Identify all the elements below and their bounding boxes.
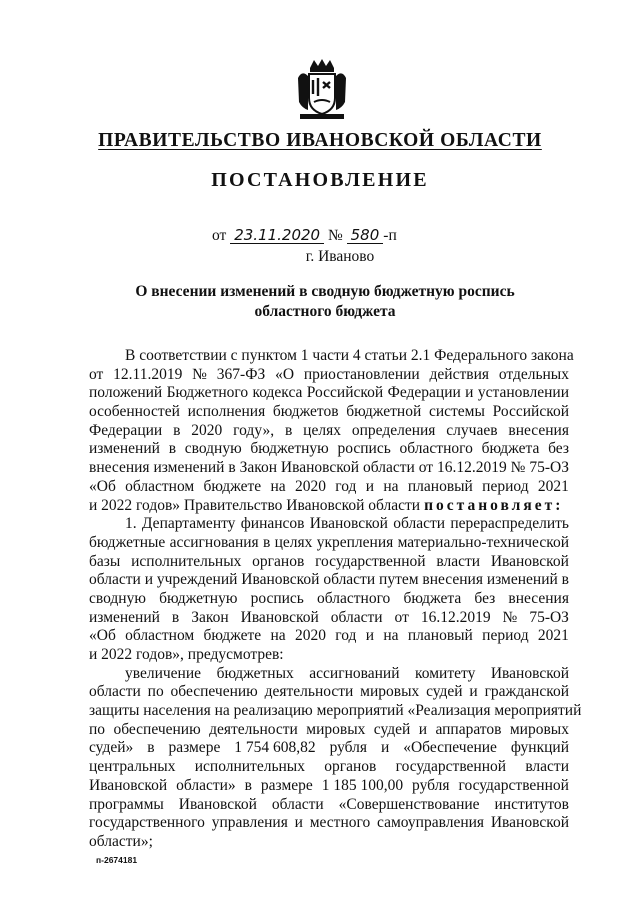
word: размере [260, 776, 313, 794]
word: мировых [306, 720, 366, 738]
word: внесения [508, 421, 569, 439]
text-line [89, 702, 582, 721]
word: исполнительных [194, 758, 305, 776]
word: и [418, 720, 428, 738]
word: 367-ФЗ [216, 365, 266, 383]
word: без [474, 589, 496, 607]
word: бюджетную [159, 589, 238, 607]
word: бюджете [203, 477, 262, 495]
text-line [89, 609, 569, 628]
text-line [89, 422, 569, 441]
word: области» [176, 776, 236, 794]
word: областном [125, 627, 195, 645]
text-line [89, 721, 569, 740]
word: мировых [509, 720, 569, 738]
word: областном [125, 477, 195, 495]
word: Ивановской [490, 664, 569, 682]
text-line [89, 627, 569, 646]
word: на [270, 477, 286, 495]
number-prefix: № [327, 227, 343, 244]
word: «Об [89, 627, 116, 645]
word: исполнительных [131, 552, 242, 570]
word: роспись [250, 589, 304, 607]
text-segment: государственного управления и местного самоуправления Ивановской [89, 814, 569, 832]
text-line [89, 478, 569, 497]
word: в [284, 421, 293, 439]
word: Ивановской [490, 552, 569, 570]
word: областного [317, 589, 391, 607]
word: плановый [407, 627, 473, 645]
text-segment: положений Бюджетного кодекса Российской Федерации и установлении [89, 384, 569, 402]
word: год [335, 627, 357, 645]
text-line [89, 384, 569, 403]
word: государственной [315, 552, 426, 570]
word: № [502, 608, 518, 626]
text-line [89, 833, 569, 852]
word: функций [510, 739, 569, 757]
word: центральных [89, 758, 176, 776]
word: в [171, 608, 180, 626]
word: действия [429, 365, 489, 383]
word: «Совершенствование [338, 795, 480, 813]
text-segment: внесения изменений в Закон Ивановской области от 16.12.2019 № 75-ОЗ [89, 459, 569, 477]
word: случаев [446, 421, 498, 439]
subject-line: областного бюджета [254, 303, 396, 320]
text-line [89, 440, 569, 459]
text-segment: В соответствии с пунктом 1 части 4 статьи 2.1 Федерального закона [125, 347, 574, 364]
word: период [482, 627, 529, 645]
text-segment: защиты населения на реализацию мероприятий «Реализация мероприятий [89, 702, 582, 720]
date-number-line [212, 227, 397, 245]
word: определения [351, 421, 436, 439]
text-line [89, 553, 569, 572]
date-prefix: от [212, 227, 227, 244]
word: плановый [407, 477, 473, 495]
text-segment: области и учреждений Ивановской области путем внесения изменений в [89, 571, 569, 589]
text-segment: и 2022 годов» Правительство Ивановской области [89, 496, 421, 514]
word: целях [303, 421, 341, 439]
word: от [394, 608, 409, 626]
word: «Об [89, 477, 116, 495]
word: государственной [458, 776, 569, 794]
document-body [89, 347, 582, 852]
text-line [89, 515, 569, 534]
coat-of-arms-emblem [296, 58, 348, 122]
word: в [244, 776, 252, 794]
text-line [89, 777, 569, 796]
word: органов [324, 758, 377, 776]
word: 12.11.2019 [113, 365, 183, 383]
document-subject [120, 282, 530, 322]
word: бюджета [403, 589, 462, 607]
word: 16.12.2019 [420, 608, 491, 626]
word: от [89, 365, 104, 383]
word: отдельных [498, 365, 569, 383]
word: приостановлении [303, 365, 420, 383]
word: сводную [89, 589, 146, 607]
text-line [89, 739, 569, 758]
text-line [89, 665, 569, 684]
word: и [380, 739, 390, 757]
word: 2021 [537, 627, 569, 645]
word: власти [436, 552, 481, 570]
text-segment: изменений в сводную бюджетную роспись областного бюджета без [89, 440, 569, 458]
word: период [482, 477, 529, 495]
text-line [89, 366, 569, 385]
word: и [365, 627, 375, 645]
text-line [89, 646, 569, 665]
text-line [89, 534, 569, 553]
word: году», [233, 421, 275, 439]
word: аппаратов [435, 720, 502, 738]
text-segment: области по обеспечению деятельности мировых судей и гражданской [89, 683, 569, 701]
word: и [365, 477, 375, 495]
text-line [89, 459, 569, 478]
word: в [147, 739, 155, 757]
document-type: ПОСТАНОВЛЕНИЕ [211, 169, 429, 191]
word: «О [275, 365, 295, 383]
word: власти [525, 758, 569, 776]
resolve-word: постановляет: [424, 496, 564, 514]
text-segment: бюджетные ассигнования в целях укрепления материально-технической [89, 533, 569, 551]
text-segment: и 2022 годов», предусмотрев: [89, 646, 284, 663]
word: органов [252, 552, 305, 570]
text-line [89, 497, 569, 516]
word: на [383, 627, 399, 645]
paragraph-item-1 [89, 515, 569, 646]
word: «Обеспечение [403, 739, 497, 757]
word: Закон [191, 608, 229, 626]
word: базы [89, 552, 121, 570]
word: рубля [329, 739, 368, 757]
paragraph-preamble [89, 347, 574, 497]
number-suffix: -п [383, 227, 397, 244]
word: 75-ОЗ [529, 608, 569, 626]
text-line [89, 403, 569, 422]
word: бюджетных [216, 664, 294, 682]
text-line [89, 347, 574, 366]
word: обеспечению [113, 720, 201, 738]
word: 2020 [191, 421, 223, 439]
subject-line: О внесении изменений в сводную бюджетную роспись [135, 283, 515, 300]
word: 2021 [537, 477, 569, 495]
text-segment: области»; [89, 832, 153, 850]
word: судей [373, 720, 411, 738]
word: на [270, 627, 286, 645]
word: программы [89, 795, 164, 813]
word: увеличение [125, 664, 202, 682]
text-line [89, 758, 569, 777]
word: год [335, 477, 357, 495]
word: государственной [395, 758, 507, 776]
word: изменений [89, 608, 160, 626]
text-line [89, 590, 569, 609]
word: Ивановской [240, 608, 319, 626]
word: по [89, 720, 106, 738]
word: области [271, 795, 324, 813]
word: на [383, 477, 399, 495]
word: 1 754 608,82 [234, 739, 316, 757]
text-segment: особенностей исполнения бюджетов бюджетной системы Российской [89, 403, 569, 421]
text-line [89, 683, 569, 702]
word: институтов [494, 795, 569, 813]
date-value: 23.11.2020 [230, 227, 324, 244]
text-line [89, 814, 569, 833]
word: рубля [412, 776, 450, 794]
word: № [192, 365, 207, 383]
word: внесения [508, 589, 569, 607]
text-line [89, 796, 569, 815]
word: комитету [415, 664, 476, 682]
word: области [330, 608, 383, 626]
word: в [173, 421, 181, 439]
paragraph-increase [89, 664, 582, 833]
text-line [89, 571, 569, 590]
word: Ивановской [178, 795, 257, 813]
word: размере [168, 739, 221, 757]
word: 2020 [294, 477, 326, 495]
word: бюджете [203, 627, 262, 645]
word: Федерации [89, 421, 163, 439]
word: Ивановской [89, 776, 168, 794]
number-value: 580 [347, 227, 384, 244]
government-title: ПРАВИТЕЛЬСТВО ИВАНОВСКОЙ ОБЛАСТИ [98, 130, 542, 151]
word: 2020 [294, 627, 326, 645]
word: 1 185 100,00 [321, 776, 404, 794]
word: деятельности [209, 720, 298, 738]
document-code: п-2674181 [96, 855, 138, 865]
word: судей» [89, 739, 134, 757]
word: ассигнований [309, 664, 400, 682]
text-segment: 1. Департаменту финансов Ивановской области перераспределить [125, 515, 569, 533]
city: г. Иваново [305, 248, 375, 265]
